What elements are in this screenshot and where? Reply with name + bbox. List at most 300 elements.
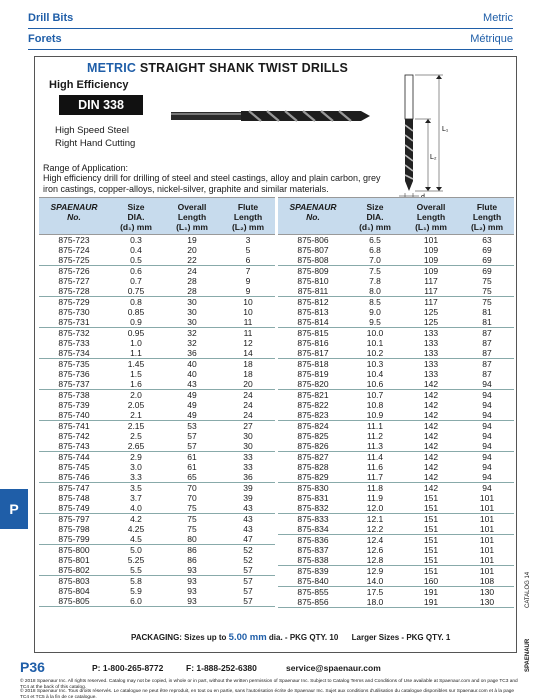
flute-length: 108 xyxy=(479,576,495,586)
table-row xyxy=(39,503,275,513)
part-number: 875-802 xyxy=(58,565,90,575)
overall-length: 142 xyxy=(423,410,439,420)
part-number: 875-734 xyxy=(58,348,90,358)
size-dia: 4.5 xyxy=(130,534,142,544)
part-number: 875-828 xyxy=(297,462,329,472)
header-divider xyxy=(28,28,513,29)
dimension-diagram xyxy=(385,69,510,199)
phone-number: P: 1-800-265-8772 xyxy=(92,663,164,673)
part-number: 875-728 xyxy=(58,286,90,296)
overall-length: 30 xyxy=(187,317,197,327)
overall-length: 125 xyxy=(423,307,439,317)
table-row xyxy=(39,596,275,606)
overall-length: 133 xyxy=(423,359,439,369)
packaging-mid: dia. - PKG QTY. 10 xyxy=(268,633,339,642)
flute-length: 33 xyxy=(243,462,253,472)
flute-length: 94 xyxy=(482,483,492,493)
overall-length: 133 xyxy=(423,338,439,348)
flute-length: 94 xyxy=(482,421,492,431)
size-dia: 5.25 xyxy=(127,555,145,565)
part-number: 875-732 xyxy=(58,328,90,338)
overall-length: 133 xyxy=(423,348,439,358)
table-row xyxy=(278,255,514,265)
size-dia: 11.6 xyxy=(367,462,383,472)
size-dia: 12.4 xyxy=(366,535,384,545)
part-number: 875-725 xyxy=(58,255,90,265)
overall-length: 49 xyxy=(187,390,197,400)
overall-length: 142 xyxy=(423,431,439,441)
part-number: 875-813 xyxy=(297,307,329,317)
table-row xyxy=(278,390,514,400)
table-body xyxy=(39,235,275,607)
table-row xyxy=(39,524,275,534)
part-number: 875-807 xyxy=(297,245,329,255)
flute-length: 11 xyxy=(243,317,253,327)
col-spaenaur-no: SPAENAUR No. xyxy=(50,202,98,222)
overall-length: 22 xyxy=(187,255,197,265)
part-number: 875-804 xyxy=(58,586,90,596)
size-dia: 11.3 xyxy=(367,441,383,451)
flute-length: 9 xyxy=(245,286,251,296)
flute-length: 101 xyxy=(479,535,495,545)
size-dia: 11.8 xyxy=(367,483,383,493)
part-number: 875-747 xyxy=(58,483,90,493)
overall-length: 151 xyxy=(423,524,439,534)
size-dia: 12.0 xyxy=(366,503,384,513)
size-dia: 0.8 xyxy=(130,297,142,307)
part-number: 875-819 xyxy=(297,369,329,379)
flute-length: 63 xyxy=(482,235,492,245)
row-group xyxy=(278,421,514,452)
size-dia: 10.9 xyxy=(366,410,384,420)
size-dia: 4.0 xyxy=(130,503,142,513)
packaging-size: 5.00 mm xyxy=(228,632,267,643)
part-number: 875-803 xyxy=(58,576,90,586)
size-dia: 12.6 xyxy=(366,545,384,555)
overall-length: 117 xyxy=(424,297,438,307)
flute-length: 87 xyxy=(482,328,492,338)
table-row xyxy=(278,452,514,462)
part-number: 875-801 xyxy=(58,555,90,565)
overall-length: 109 xyxy=(423,255,439,265)
size-dia: 0.6 xyxy=(130,266,142,276)
size-dia: 1.5 xyxy=(130,369,142,379)
size-dia: 6.0 xyxy=(130,596,142,606)
table-row xyxy=(39,565,275,575)
flute-length: 27 xyxy=(243,421,253,431)
overall-length: 151 xyxy=(423,503,439,513)
overall-length: 160 xyxy=(423,576,439,586)
size-dia: 1.1 xyxy=(130,348,142,358)
overall-length: 93 xyxy=(187,576,197,586)
flute-length: 39 xyxy=(243,493,253,503)
title-metric: METRIC xyxy=(87,61,137,75)
col-spaenaur-no: SPAENAUR No. xyxy=(289,202,337,222)
col-overall-length: Overall Length (L₁) mm xyxy=(176,202,208,232)
overall-length: 191 xyxy=(423,597,439,607)
size-dia: 10.3 xyxy=(366,359,384,369)
part-number: 875-748 xyxy=(58,493,90,503)
table-row xyxy=(278,555,514,565)
table-row xyxy=(278,576,514,586)
table-row xyxy=(278,503,514,513)
col-size-dia: Size DIA. (d₁) mm xyxy=(359,202,391,232)
row-group xyxy=(39,576,275,607)
size-dia: 3.3 xyxy=(130,472,142,482)
din-badge: DIN 338 xyxy=(59,95,143,115)
overall-length: 151 xyxy=(423,514,439,524)
size-dia: 1.0 xyxy=(130,338,142,348)
product-table-left xyxy=(39,197,275,607)
overall-length: 142 xyxy=(423,472,439,482)
col-flute-length: Flute Length (L₂) mm xyxy=(470,202,504,232)
table-row xyxy=(39,462,275,472)
table-row xyxy=(39,359,275,369)
flute-length: 101 xyxy=(479,524,495,534)
overall-length: 49 xyxy=(187,410,197,420)
part-number: 875-741 xyxy=(58,421,90,431)
part-number: 875-839 xyxy=(297,566,329,576)
row-group xyxy=(39,483,275,514)
size-dia: 5.0 xyxy=(130,545,142,555)
table-row xyxy=(39,421,275,431)
table-row xyxy=(39,534,275,544)
table-row xyxy=(39,390,275,400)
overall-length: 70 xyxy=(187,493,197,503)
size-dia: 11.2 xyxy=(367,431,383,441)
part-number: 875-746 xyxy=(58,472,90,482)
category-fr: Forets xyxy=(28,33,62,45)
label-l2: L₂ xyxy=(430,154,437,161)
table-row xyxy=(278,587,514,597)
table-row xyxy=(39,348,275,358)
flute-length: 101 xyxy=(479,493,495,503)
part-number: 875-820 xyxy=(297,379,329,389)
table-row xyxy=(278,317,514,327)
part-number: 875-856 xyxy=(297,597,329,607)
overall-length: 75 xyxy=(187,503,197,513)
size-dia: 5.8 xyxy=(130,576,142,586)
part-number: 875-831 xyxy=(297,493,329,503)
table-row xyxy=(39,586,275,596)
size-dia: 10.1 xyxy=(366,338,384,348)
overall-length: 93 xyxy=(187,586,197,596)
overall-length: 43 xyxy=(187,379,197,389)
part-number: 875-743 xyxy=(58,441,90,451)
flute-length: 10 xyxy=(243,307,253,317)
table-row xyxy=(39,286,275,296)
size-dia: 17.5 xyxy=(366,587,384,597)
fax-number: F: 1-888-252-6380 xyxy=(186,663,257,673)
overall-length: 142 xyxy=(423,462,439,472)
overall-length: 30 xyxy=(187,297,197,307)
page-footer xyxy=(0,656,541,700)
part-number: 875-740 xyxy=(58,410,90,420)
table-header xyxy=(39,197,275,235)
table-row xyxy=(39,317,275,327)
table-row xyxy=(278,338,514,348)
flute-length: 81 xyxy=(482,317,492,327)
flute-length: 43 xyxy=(243,503,253,513)
spec-cutting: Right Hand Cutting xyxy=(55,138,136,149)
part-number: 875-840 xyxy=(297,576,329,586)
size-dia: 6.5 xyxy=(369,235,381,245)
part-number: 875-744 xyxy=(58,452,90,462)
part-number: 875-729 xyxy=(58,297,90,307)
table-row xyxy=(278,286,514,296)
page-header xyxy=(0,0,541,52)
flute-length: 101 xyxy=(479,555,495,565)
flute-length: 75 xyxy=(482,286,492,296)
size-dia: 10.0 xyxy=(366,328,384,338)
overall-length: 80 xyxy=(187,534,197,544)
overall-length: 101 xyxy=(423,235,439,245)
row-group xyxy=(39,390,275,421)
size-dia: 0.9 xyxy=(130,317,142,327)
table-row xyxy=(39,276,275,286)
table-row xyxy=(278,421,514,431)
size-dia: 3.5 xyxy=(130,483,142,493)
flute-length: 87 xyxy=(482,338,492,348)
flute-length: 3 xyxy=(245,235,251,245)
part-number: 875-815 xyxy=(297,328,329,338)
part-number: 875-836 xyxy=(297,535,329,545)
flute-length: 101 xyxy=(479,503,495,513)
overall-length: 117 xyxy=(424,276,438,286)
row-group xyxy=(39,359,275,390)
overall-length: 40 xyxy=(187,359,197,369)
size-dia: 2.0 xyxy=(130,390,142,400)
flute-length: 75 xyxy=(482,276,492,286)
overall-length: 142 xyxy=(423,379,439,389)
table-row xyxy=(278,441,514,451)
table-row xyxy=(278,597,514,607)
table-row xyxy=(39,452,275,462)
overall-length: 32 xyxy=(187,338,197,348)
row-group xyxy=(278,266,514,297)
size-dia: 8.0 xyxy=(369,286,381,296)
part-number: 875-832 xyxy=(297,503,329,513)
overall-length: 24 xyxy=(187,266,197,276)
part-number: 875-809 xyxy=(297,266,329,276)
size-dia: 0.95 xyxy=(127,328,145,338)
overall-length: 93 xyxy=(187,565,197,575)
table-row xyxy=(278,535,514,545)
size-dia: 2.1 xyxy=(130,410,142,420)
size-dia: 10.6 xyxy=(366,379,384,389)
brand-label: SPAENAUR xyxy=(525,638,531,672)
system-fr: Métrique xyxy=(470,33,513,45)
overall-length: 75 xyxy=(187,514,197,524)
table-row xyxy=(39,576,275,586)
flute-length: 18 xyxy=(243,359,253,369)
size-dia: 4.2 xyxy=(130,514,142,524)
size-dia: 2.65 xyxy=(127,441,145,451)
overall-length: 142 xyxy=(423,400,439,410)
size-dia: 0.75 xyxy=(127,286,145,296)
flute-length: 24 xyxy=(243,390,253,400)
part-number: 875-816 xyxy=(297,338,329,348)
size-dia: 2.5 xyxy=(130,431,142,441)
part-number: 875-726 xyxy=(58,266,90,276)
overall-length: 109 xyxy=(423,245,439,255)
size-dia: 10.8 xyxy=(366,400,384,410)
overall-length: 53 xyxy=(187,421,197,431)
table-row xyxy=(278,276,514,286)
part-number: 875-838 xyxy=(297,555,329,565)
part-number: 875-738 xyxy=(58,390,90,400)
category-en: Drill Bits xyxy=(28,12,74,24)
overall-length: 28 xyxy=(187,286,197,296)
table-row xyxy=(278,379,514,389)
overall-length: 57 xyxy=(187,441,197,451)
overall-length: 151 xyxy=(423,555,439,565)
size-dia: 12.8 xyxy=(366,555,384,565)
part-number: 875-745 xyxy=(58,462,90,472)
table-row xyxy=(278,410,514,420)
flute-length: 94 xyxy=(482,452,492,462)
flute-length: 36 xyxy=(243,472,253,482)
table-row xyxy=(278,266,514,276)
packaging-larger: Larger Sizes - PKG QTY. 1 xyxy=(351,633,451,642)
overall-length: 49 xyxy=(187,400,197,410)
size-dia: 7.8 xyxy=(369,276,381,286)
overall-length: 65 xyxy=(187,472,197,482)
section-tab-p[interactable]: P xyxy=(0,489,28,529)
size-dia: 2.05 xyxy=(127,400,145,410)
table-row xyxy=(39,255,275,265)
overall-length: 151 xyxy=(423,535,439,545)
system-en: Metric xyxy=(483,12,513,24)
part-number: 875-810 xyxy=(297,276,329,286)
table-row xyxy=(278,359,514,369)
overall-length: 28 xyxy=(187,276,197,286)
table-row xyxy=(39,245,275,255)
product-table-right xyxy=(278,197,514,608)
flute-length: 18 xyxy=(243,369,253,379)
row-group xyxy=(39,297,275,328)
table-row xyxy=(39,379,275,389)
table-body xyxy=(278,235,514,608)
row-group xyxy=(278,359,514,390)
part-number: 875-742 xyxy=(58,431,90,441)
part-number: 875-833 xyxy=(297,514,329,524)
part-number: 875-822 xyxy=(297,400,329,410)
flute-length: 94 xyxy=(482,379,492,389)
size-dia: 11.9 xyxy=(367,493,383,503)
flute-length: 87 xyxy=(482,348,492,358)
part-number: 875-737 xyxy=(58,379,90,389)
email-link[interactable]: service@spaenaur.com xyxy=(286,663,381,673)
flute-length: 52 xyxy=(243,555,253,565)
size-dia: 9.0 xyxy=(369,307,381,317)
flute-length: 11 xyxy=(243,328,253,338)
size-dia: 0.5 xyxy=(130,255,142,265)
part-number: 875-735 xyxy=(58,359,90,369)
flute-length: 20 xyxy=(243,379,253,389)
copyright-en: © 2018 Spaenaur Inc. All rights reserved. Catalog may not be copied, in whole or in part, without the written permission of Spaenaur Inc. Subject to Catalog Terms and Conditions of Use available at Spaenaur.com and on page TC3 and TC4 at the back of this catalog. xyxy=(20,679,518,690)
flute-length: 94 xyxy=(482,431,492,441)
row-group xyxy=(278,587,514,608)
part-number: 875-825 xyxy=(297,431,329,441)
copyright-fr: © 2018 Spaenaur Inc. Tous droits réservés. Le catalogue ne peut être reproduit, en tout ou en partie, sans l'autorisation écrite de Spaenaur Inc. Sujet aux conditions d'utilisation du catalogue disponibles sur Spaenaur.com et à la page TC4 et TC5 à la fin de ce catalogue. xyxy=(20,689,515,700)
overall-length: 151 xyxy=(423,545,439,555)
product-panel xyxy=(34,56,517,653)
subtitle: High Efficiency xyxy=(49,79,129,91)
table-header xyxy=(278,197,514,235)
size-dia: 5.9 xyxy=(130,586,142,596)
table-row xyxy=(39,235,275,245)
table-row xyxy=(39,338,275,348)
flute-length: 130 xyxy=(479,587,495,597)
overall-length: 86 xyxy=(187,555,197,565)
overall-length: 151 xyxy=(423,493,439,503)
overall-length: 19 xyxy=(187,235,197,245)
table-row xyxy=(39,472,275,482)
size-dia: 7.0 xyxy=(369,255,381,265)
flute-length: 94 xyxy=(482,400,492,410)
table-row xyxy=(39,328,275,338)
flute-length: 101 xyxy=(479,545,495,555)
part-number: 875-817 xyxy=(297,348,329,358)
page-title xyxy=(87,61,348,75)
flute-length: 94 xyxy=(482,472,492,482)
part-number: 875-723 xyxy=(58,235,90,245)
flute-length: 101 xyxy=(479,566,495,576)
part-number: 875-749 xyxy=(58,503,90,513)
table-row xyxy=(278,307,514,317)
table-row xyxy=(39,545,275,555)
flute-length: 47 xyxy=(243,534,253,544)
part-number: 875-827 xyxy=(297,452,329,462)
size-dia: 0.85 xyxy=(127,307,145,317)
flute-length: 94 xyxy=(482,441,492,451)
overall-length: 30 xyxy=(187,307,197,317)
size-dia: 4.25 xyxy=(127,524,145,534)
table-row xyxy=(278,348,514,358)
table-row xyxy=(278,545,514,555)
size-dia: 6.8 xyxy=(369,245,381,255)
flute-length: 24 xyxy=(243,410,253,420)
size-dia: 11.1 xyxy=(367,421,383,431)
table-row xyxy=(39,514,275,524)
spec-material: High Speed Steel xyxy=(55,125,129,136)
table-row xyxy=(278,472,514,482)
size-dia: 1.45 xyxy=(127,359,145,369)
size-dia: 10.2 xyxy=(366,348,384,358)
part-number: 875-806 xyxy=(297,235,329,245)
flute-length: 94 xyxy=(482,410,492,420)
row-group xyxy=(39,235,275,266)
packaging-note xyxy=(131,632,450,643)
size-dia: 18.0 xyxy=(366,597,384,607)
part-number: 875-805 xyxy=(58,596,90,606)
flute-length: 33 xyxy=(243,452,253,462)
flute-length: 43 xyxy=(243,524,253,534)
row-group xyxy=(278,452,514,483)
row-group xyxy=(278,390,514,421)
table-row xyxy=(278,493,514,503)
part-number: 875-830 xyxy=(297,483,329,493)
part-number: 875-818 xyxy=(297,359,329,369)
flute-length: 81 xyxy=(482,307,492,317)
row-group xyxy=(39,545,275,576)
flute-length: 12 xyxy=(243,338,253,348)
part-number: 875-821 xyxy=(297,390,329,400)
size-dia: 11.7 xyxy=(367,472,383,482)
part-number: 875-808 xyxy=(297,255,329,265)
overall-length: 70 xyxy=(187,483,197,493)
